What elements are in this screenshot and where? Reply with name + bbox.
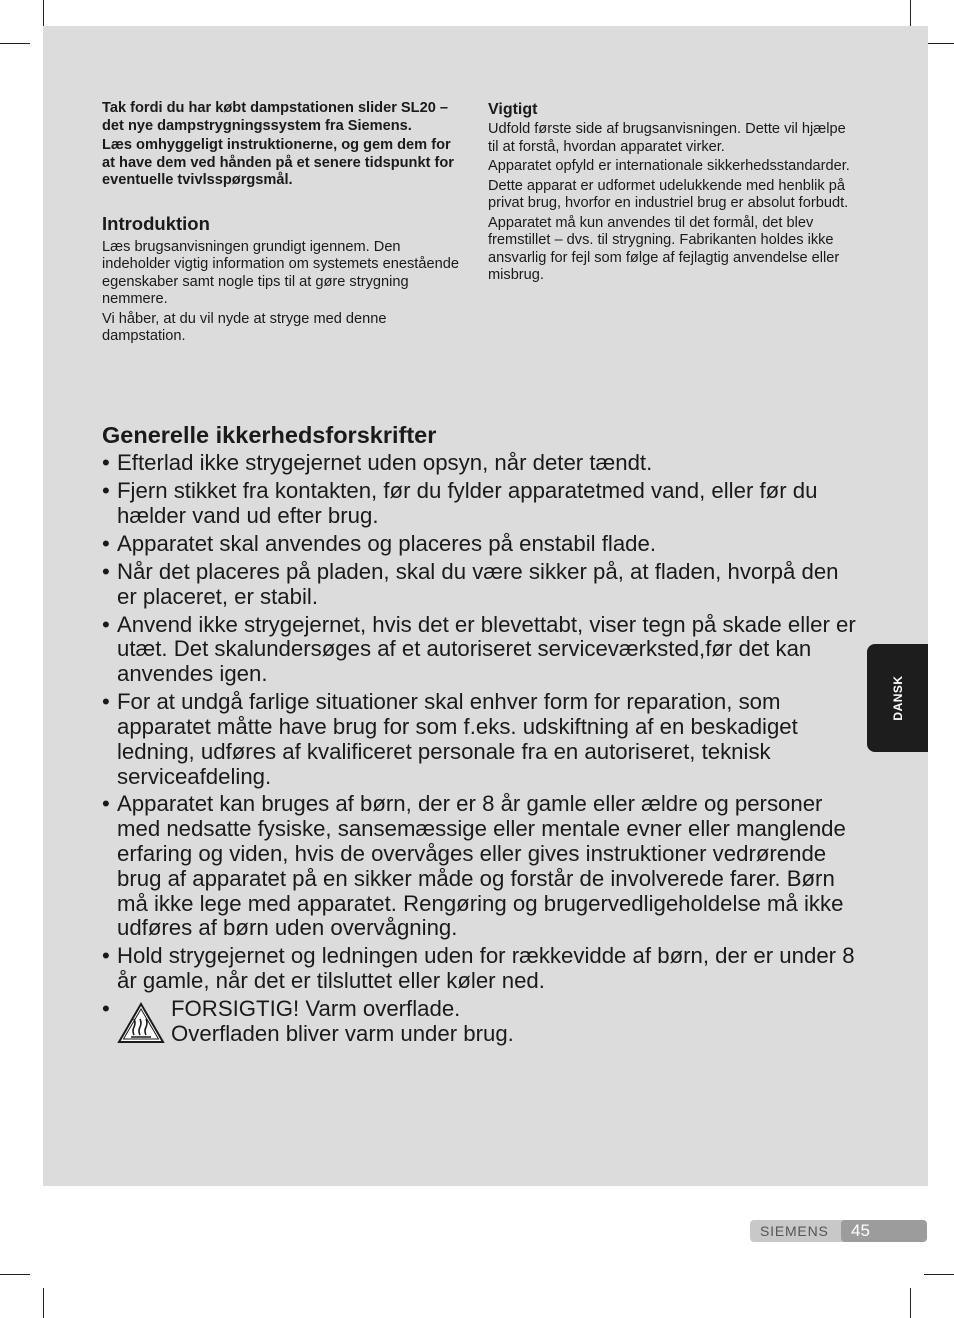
- bullet: •: [102, 530, 110, 556]
- bullet: •: [102, 558, 110, 584]
- vigtigt-paragraph: Dette apparat er udformet udelukkende med henblik på privat brug, hvorfor en industriel brug er absolut forbudt.: [488, 177, 849, 211]
- bullet: •: [102, 791, 110, 817]
- safety-rule: • Efterlad ikke strygejernet uden opsyn, når deter tændt.: [102, 450, 653, 475]
- bullet: •: [102, 611, 110, 637]
- thanks-text: Tak fordi du har købt dampstationen slider SL20 – det nye dampstrygningssystem fra Siemens.: [102, 100, 448, 134]
- bullet: •: [102, 996, 110, 1022]
- vigtigt-heading: Vigtigt: [488, 101, 538, 118]
- hot-surface-warning-icon: [117, 1002, 165, 1044]
- safety-rule: • Apparatet kan bruges af børn, der er 8 år gamle eller ældre og personer med nedsatte fysiske, sansemæssige eller mentale evner eller manglende erfaring og viden, hvis de overvåges eller gives instruktioner vedrørende brug af apparatet på en sikker måde og forstår de involverede farer. Børn må ikke lege med apparatet. Rengøring og brugervedligeholdelse må ikke udføres af børn uden overvågning.: [102, 791, 846, 941]
- crop-mark: [0, 1274, 30, 1275]
- crop-mark: [43, 1288, 44, 1318]
- vigtigt-paragraph: Apparatet opfyld er internationale sikkerhedsstandarder.: [488, 158, 850, 174]
- safety-rule: • For at undgå farlige situationer skal enhver form for reparation, som apparatet måtte have brug for som f.eks. udskiftning af en beskadiget ledning, udføres af kvalificeret personale fra en autoriseret, teknisk serviceafdeling.: [102, 689, 798, 789]
- language-tab-label: DANSK: [890, 675, 905, 721]
- crop-mark: [910, 1288, 911, 1318]
- safety-rule: • Apparatet skal anvendes og placeres på enstabil flade.: [102, 530, 657, 556]
- bullet: •: [102, 477, 110, 503]
- crop-mark: [0, 43, 30, 44]
- intro-column: [102, 100, 467, 348]
- safety-rule: • Hold strygejernet og ledningen uden for rækkevidde af børn, der er under 8 år gamle, når det er tilsluttet eller køler ned.: [102, 943, 855, 994]
- crop-mark: [924, 43, 954, 44]
- crop-mark: [924, 1274, 954, 1275]
- vigtigt-paragraph: Udfold første side af brugsanvisningen. Dette vil hjælpe til at forstå, hvordan apparatet virker.: [488, 121, 846, 155]
- safety-rule: • Når det placeres på pladen, skal du være sikker på, at fladen, hvorpå den er placeret, er stabil.: [102, 558, 839, 609]
- warning-title: FORSIGTIG! Varm overflade.: [171, 996, 461, 1022]
- introduktion-paragraph: Vi håber, at du vil nyde at stryge med denne dampstation.: [102, 310, 387, 344]
- bullet: •: [102, 943, 110, 969]
- safety-section: [102, 419, 862, 1047]
- safety-heading: Generelle ikkerhedsforskrifter: [102, 422, 437, 448]
- introduktion-heading: Introduktion: [102, 212, 210, 234]
- language-tab: [867, 644, 928, 752]
- bullet: •: [102, 450, 110, 475]
- brand-name: SIEMENS: [760, 1223, 829, 1239]
- vigtigt-paragraph: Apparatet må kun anvendes til det formål, det blev fremstillet – dvs. til strygning. Fabrikanten holdes ikke ansvarlig for fejl som følge af fejlagtig anvendelse eller misbrug.: [488, 214, 840, 283]
- hot-surface-warning: [102, 997, 862, 1047]
- introduktion-paragraph: Læs brugsanvisningen grundigt igennem. Den indeholder vigtig information om systemets enestående egenskaber samt nogle tips til at gøre strygning nemmere.: [102, 238, 459, 307]
- bullet: •: [102, 689, 110, 715]
- warning-text: Overfladen bliver varm under brug.: [171, 1021, 514, 1047]
- safety-rules-list: [102, 451, 862, 994]
- read-instructions-text: Læs omhyggeligt instruktionerne, og gem dem for at have dem ved hånden på et senere tidspunkt for eventuelle tvivlsspørgsmål.: [102, 137, 454, 188]
- vigtigt-column: [488, 100, 858, 287]
- safety-rule: • Anvend ikke strygejernet, hvis det er blevettabt, viser tegn på skade eller er utæt. Det skalundersøges af et autoriseret serviceværksted,før det kan anvendes igen.: [102, 611, 856, 687]
- safety-rule: • Fjern stikket fra kontakten, før du fylder apparatetmed vand, eller før du hælder vand ud efter brug.: [102, 477, 818, 528]
- page-number: 45: [851, 1221, 870, 1240]
